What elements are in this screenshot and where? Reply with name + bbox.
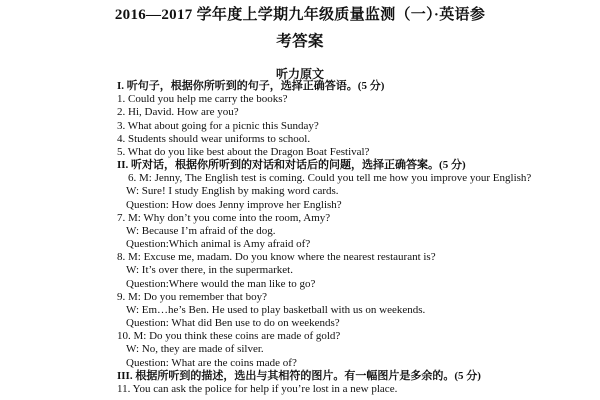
section-1-item: 4. Students should wear uniforms to school. bbox=[117, 132, 311, 145]
dialogue-question: Question: How does Jenny improve her English? bbox=[126, 198, 342, 211]
dialogue-line: W: Because I’m afraid of the dog. bbox=[126, 224, 276, 237]
listening-heading: 听力原文 bbox=[275, 67, 324, 81]
section-1-item: 1. Could you help me carry the books? bbox=[117, 93, 288, 106]
dialogue-line: 10. M: Do you think these coins are made of gold? bbox=[117, 330, 341, 343]
dialogue-line: W: It’s over there, in the supermarket. bbox=[126, 264, 293, 277]
dialogue-question: Question: What are the coins made of? bbox=[126, 356, 297, 369]
dialogue-line: W: Sure! I study English by making word cards. bbox=[126, 185, 339, 198]
document-title-line-1: 2016—2017 学年度上学期九年级质量监测（一）·英语参 bbox=[114, 7, 486, 23]
section-3-heading: III. 根据所听到的描述，选出与其相符的图片。有一幅图片是多余的。(5 分) bbox=[117, 369, 481, 382]
section-1-item: 3. What about going for a picnic this Sunday? bbox=[117, 119, 319, 132]
dialogue-question: Question: What did Ben use to do on weekends? bbox=[126, 317, 340, 329]
section-3-item: 11. You can ask the police for help if you’re lost in a new place. bbox=[117, 382, 398, 395]
section-2-heading: II. 听对话，根据你所听到的对话和对话后的问题，选择正确答案。(5 分) bbox=[117, 159, 466, 171]
section-1-heading: I. 听句子，根据你所听到的句子，选择正确答语。(5 分) bbox=[117, 80, 385, 92]
dialogue-line: 7. M: Why don’t you come into the room, Amy? bbox=[117, 211, 331, 224]
dialogue-line: W: Em…he’s Ben. He used to play basketball with us on weekends. bbox=[126, 303, 426, 316]
dialogue-line: 6. M: Jenny, The English test is coming. Could you tell me how you improve your English? bbox=[128, 172, 532, 185]
dialogue-line: W: No, they are made of silver. bbox=[126, 343, 264, 356]
section-1-item: 5. What do you like best about the Dragon Boat Festival? bbox=[117, 145, 370, 158]
dialogue-question: Question:Which animal is Amy afraid of? bbox=[126, 238, 311, 250]
document-title-line-2: 考答案 bbox=[276, 33, 324, 50]
dialogue-line: 9. M: Do you remember that boy? bbox=[117, 290, 267, 303]
dialogue-line: 8. M: Excuse me, madam. Do you know where the nearest restaurant is? bbox=[117, 251, 436, 264]
section-1-item: 2. Hi, David. How are you? bbox=[117, 106, 239, 119]
dialogue-question: Question:Where would the man like to go? bbox=[126, 277, 316, 290]
